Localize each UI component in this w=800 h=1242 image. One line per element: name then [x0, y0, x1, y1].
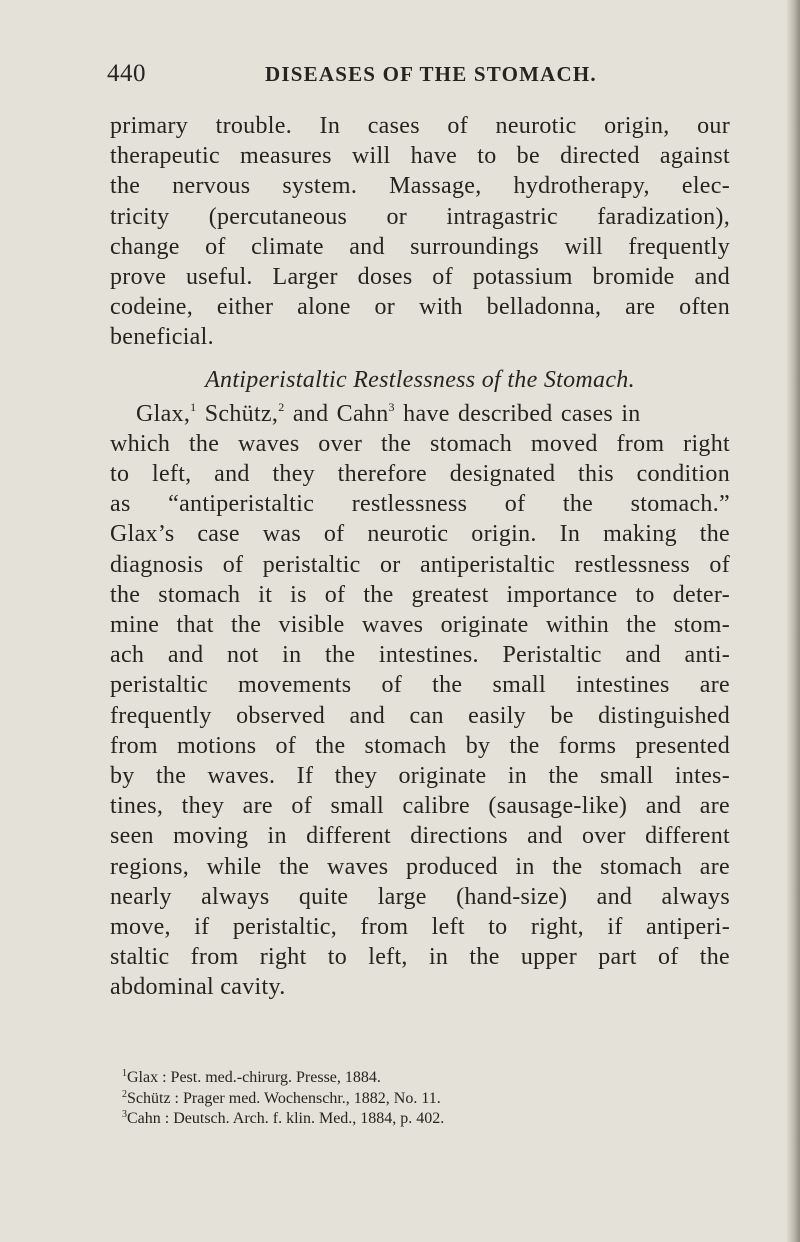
text-line: change of climate and surroundings will frequently [110, 233, 730, 260]
text-line: as “antiperistaltic restlessness of the stomach.” [110, 491, 730, 518]
text-line: primary trouble. In cases of neurotic origin, our [110, 113, 730, 139]
text-line: nearly always quite large (hand-size) and always [110, 883, 730, 910]
text-line: to left, and they therefore designated this condition [110, 461, 730, 488]
running-title: DISEASES OF THE STOMACH. [265, 62, 597, 86]
paragraph-2 [110, 399, 730, 1003]
footnote-text: Cahn : Deutsch. Arch. f. klin. Med., 1884, p. 402. [127, 1110, 445, 1127]
text-line: frequently observed and can easily be distinguished [110, 702, 730, 729]
text-line: from motions of the stomach by the forms presented [110, 732, 730, 759]
text-line: Glax’s case was of neurotic origin. In making the [110, 521, 730, 548]
text-line: the stomach it is of the greatest importance to deter- [110, 581, 730, 608]
text-line: tines, they are of small calibre (sausage-like) and are [110, 793, 730, 820]
text-line: regions, while the waves produced in the stomach are [110, 853, 730, 880]
text-line: mine that the visible waves originate within the stom- [110, 612, 730, 638]
page-number: 440 [107, 60, 146, 87]
text-line [110, 399, 730, 429]
text-line: the nervous system. Massage, hydrotherapy, elec- [110, 173, 730, 200]
body-text [110, 111, 730, 1002]
footnote-ref-3: 3 [388, 399, 395, 414]
running-header [0, 60, 800, 90]
paragraph-1 [110, 111, 730, 353]
text-line: seen moving in different directions and over different [110, 823, 730, 850]
author-cahn: and Cahn [284, 400, 389, 427]
text-line: move, if peristaltic, from left to right, if antiperi- [110, 913, 730, 940]
text-line: peristaltic movements of the small intestines are [110, 672, 730, 699]
text-line: therapeutic measures will have to be directed against [110, 143, 730, 170]
text-line: abdominal cavity. [110, 974, 286, 1001]
text-line: beneficial. [110, 324, 214, 351]
author-glax: Glax, [136, 400, 191, 427]
text-line: ach and not in the intestines. Peristaltic and anti- [110, 642, 730, 669]
footnote-ref-2: 2 [278, 399, 285, 414]
text-line: codeine, either alone or with belladonna, are often [110, 294, 730, 321]
text-line: by the waves. If they originate in the small intes- [110, 762, 730, 789]
page-edge [786, 0, 800, 1242]
footnote [110, 1089, 730, 1110]
text-line: diagnosis of peristaltic or antiperistaltic restlessness of [110, 551, 730, 578]
footnote-ref-1: 1 [190, 399, 197, 414]
section-heading: Antiperistaltic Restlessness of the Stomach. [205, 366, 635, 393]
footnote [110, 1068, 730, 1089]
footnote [110, 1109, 730, 1130]
footnote-mark: 2 [122, 1088, 127, 1100]
text-line: staltic from right to left, in the upper part of the [110, 944, 730, 971]
text-line: which the waves over the stomach moved from right [110, 430, 730, 457]
author-schutz: Schütz, [196, 400, 279, 427]
text-line: prove useful. Larger doses of potassium bromide and [110, 263, 730, 290]
footnotes [110, 1068, 730, 1130]
text-line: tricity (percutaneous or intragastric faradization), [110, 203, 730, 230]
line-rest: have described cases in [394, 400, 641, 427]
footnote-mark: 1 [122, 1068, 127, 1079]
footnote-mark: 3 [122, 1109, 127, 1120]
footnote-text: Glax : Pest. med.-chirurg. Presse, 1884. [127, 1069, 381, 1086]
footnote-text: Schütz : Prager med. Wochenschr., 1882, No. 11. [127, 1089, 441, 1107]
